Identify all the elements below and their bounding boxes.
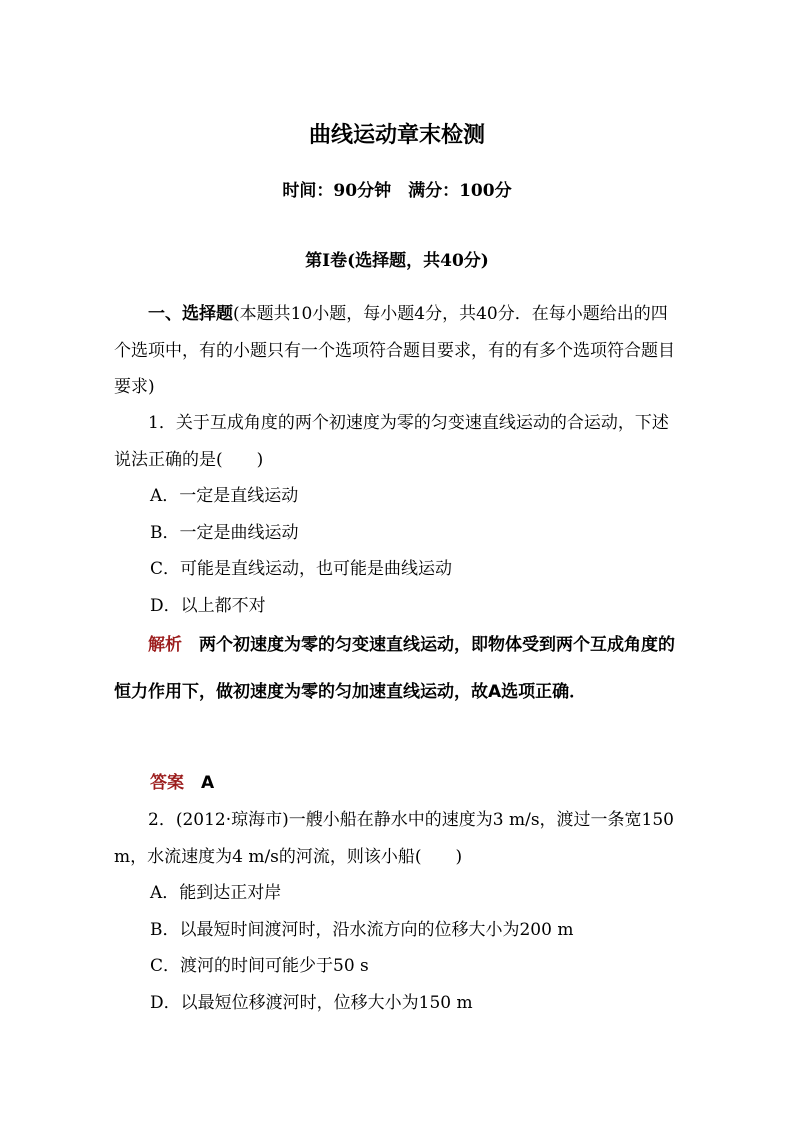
page-title: 曲线运动章末检测 — [308, 122, 485, 148]
q1-analysis — [114, 622, 684, 716]
part1-paragraph — [114, 296, 684, 406]
exam-meta: 时间：90分钟 满分：100分 — [282, 181, 512, 201]
part1-label: 一、选择题 — [148, 304, 233, 324]
part1-intro — [114, 296, 684, 406]
part1-desc: (本题共10小题，每小题4分，共40分．在每小题给出的四个选项中，有的小题只有一个选项符合题目要求，有的有多个选项符合题目要求) — [114, 304, 675, 397]
q2-option-a: A．能到达正对岸 — [150, 883, 282, 903]
q1-answer-line — [114, 765, 684, 802]
question-2 — [114, 802, 684, 1021]
q2-option-d: D．以最短位移渡河时，位移大小为150 m — [150, 992, 473, 1013]
answer-label: 答案 — [150, 773, 184, 793]
answer-value: A — [201, 773, 215, 793]
q2-option-b: B．以最短时间渡河时，沿水流方向的位移大小为200 m — [150, 919, 574, 940]
q1-stem: 1．关于互成角度的两个初速度为零的匀变速直线运动的合运动，下述说法正确的是( ) — [114, 413, 669, 470]
section-heading: 第Ⅰ卷(选择题，共40分) — [305, 251, 489, 271]
q2-option-c: C．渡河的时间可能少于50 s — [150, 956, 369, 976]
q1-option-b: B．一定是曲线运动 — [150, 522, 299, 543]
q1-option-a: A．一定是直线运动 — [150, 486, 299, 506]
question-1 — [114, 405, 684, 624]
q1-analysis-paragraph — [114, 622, 684, 716]
q1-option-d: D．以上都不对 — [150, 595, 266, 616]
q1-answer — [114, 765, 684, 802]
analysis-label: 解析 — [148, 635, 182, 655]
q1-option-c: C．可能是直线运动，也可能是曲线运动 — [150, 559, 453, 579]
analysis-text: 两个初速度为零的匀变速直线运动，即物体受到两个互成角度的恒力作用下，做初速度为零的匀加速直线运动，故A选项正确． — [114, 635, 675, 702]
q2-stem: 2．(2012·琼海市)一艘小船在静水中的速度为3 m/s，渡过一条宽150 m，水流速度为4 m/s的河流，则该小船( ) — [114, 810, 674, 867]
